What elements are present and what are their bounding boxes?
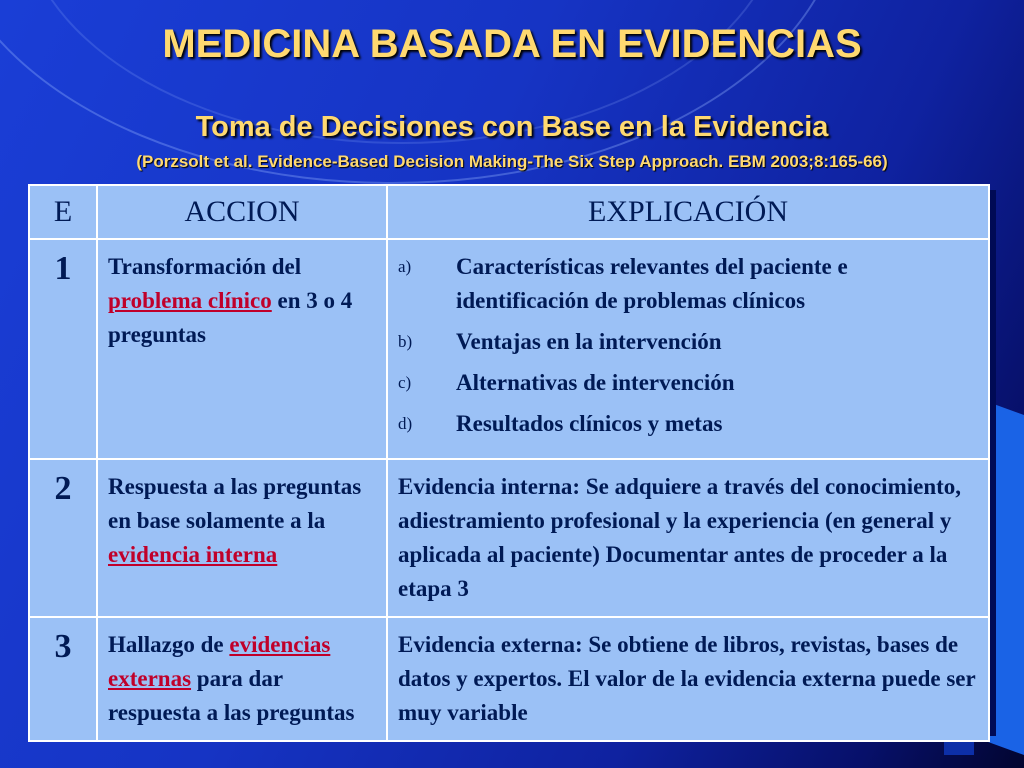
accion-text: Respuesta a las preguntas en base solamente a la <box>108 474 362 533</box>
accion-text: Hallazgo de <box>108 632 230 657</box>
list-item <box>398 366 978 400</box>
explicacion-cell: Evidencia interna: Se adquiere a través del conocimiento, adiestramiento profesional y la experiencia (en general y aplicada al paciente) Documentar antes de proceder a la etapa 3 <box>387 459 989 617</box>
explicacion-cell <box>387 239 989 459</box>
table-row <box>29 617 989 741</box>
accion-cell <box>97 239 387 459</box>
list-text: Resultados clínicos y metas <box>456 411 723 436</box>
list-text: Ventajas en la intervención <box>456 329 722 354</box>
accion-text-end: para dar respuesta a las preguntas <box>108 666 355 725</box>
list-item <box>398 407 978 441</box>
accion-cell <box>97 459 387 617</box>
step-number: 3 <box>29 617 97 741</box>
list-text: Alternativas de intervención <box>456 370 735 395</box>
header-explicacion: EXPLICACIÓN <box>387 185 989 239</box>
step-number: 1 <box>29 239 97 459</box>
table-row <box>29 459 989 617</box>
list-letter: a) <box>398 257 412 276</box>
explicacion-cell: Evidencia externa: Se obtiene de libros, revistas, bases de datos y expertos. El valor de la evidencia externa puede ser muy variable <box>387 617 989 741</box>
slide-title: MEDICINA BASADA EN EVIDENCIAS <box>162 22 862 66</box>
step-number: 2 <box>29 459 97 617</box>
evidence-table <box>28 184 990 742</box>
list-text: Características relevantes del paciente e identificación de problemas clínicos <box>456 254 848 313</box>
list-letter: c) <box>398 373 412 392</box>
accion-highlight: problema clínico <box>108 288 272 313</box>
accion-highlight: evidencias externas <box>108 632 331 691</box>
explicacion-list <box>398 250 978 441</box>
table-header-row <box>29 185 989 239</box>
list-letter: b) <box>398 332 413 351</box>
accion-text-end: en 3 o 4 preguntas <box>108 288 353 347</box>
accion-highlight: evidencia interna <box>108 542 278 567</box>
header-accion: ACCION <box>97 185 387 239</box>
header-e: E <box>29 185 97 239</box>
list-letter: d) <box>398 414 413 433</box>
list-item <box>398 325 978 359</box>
accion-text: Transformación del <box>108 254 302 279</box>
list-item <box>398 250 978 318</box>
table-row <box>29 239 989 459</box>
slide-citation: (Porzsolt et al. Evidence-Based Decision Making-The Six Step Approach. EBM 2003;8:165-66) <box>136 152 888 171</box>
accion-cell <box>97 617 387 741</box>
slide-subtitle: Toma de Decisiones con Base en la Evidencia <box>195 111 829 143</box>
